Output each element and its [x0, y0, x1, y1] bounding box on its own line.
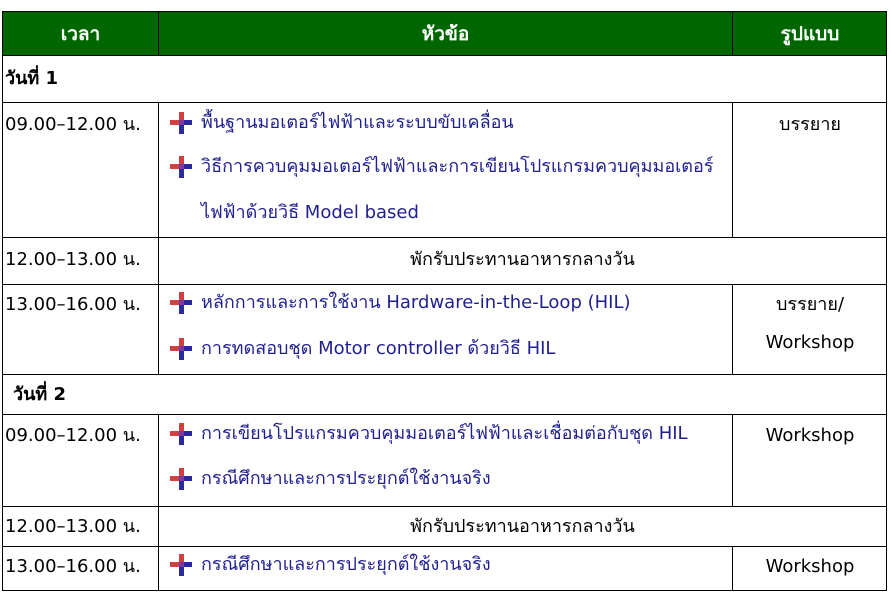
session-time: 12.00–13.00 น.	[5, 249, 141, 270]
session-format: บรรยาย/	[775, 294, 845, 315]
topic-item: การทดสอบชุด Motor controller ด้วยวิธี HIL	[170, 337, 555, 361]
topic-item: หลักการและการใช้งาน Hardware-in-the-Loop (HIL)	[170, 291, 631, 315]
topic-continuation: ไฟฟ้าด้วยวิธี Model based	[201, 202, 419, 223]
bullet-icon	[170, 156, 192, 178]
topic-item: กรณีศึกษาและการประยุกต์ใช้งานจริง	[170, 467, 491, 491]
session-format: บรรยาย	[779, 114, 841, 135]
session-format: Workshop	[765, 556, 855, 577]
session-time: 09.00–12.00 น.	[5, 114, 141, 135]
bullet-icon	[170, 338, 192, 360]
day-label: วันที่ 2	[13, 384, 67, 405]
session-format-line2: Workshop	[765, 332, 855, 353]
topic-item: การเขียนโปรแกรมควบคุมมอเตอร์ไฟฟ้าและเชื่อมต่อกับชุด HIL	[170, 422, 688, 446]
bullet-icon	[170, 112, 192, 134]
bullet-icon	[170, 292, 192, 314]
lunch-break: พักรับประทานอาหารกลางวัน	[410, 249, 635, 270]
session-format: Workshop	[765, 425, 855, 446]
bullet-icon	[170, 423, 192, 445]
header-format: รูปแบบ	[780, 22, 840, 45]
session-time: 13.00–16.00 น.	[5, 556, 141, 577]
bullet-icon	[170, 554, 192, 576]
day-label: วันที่ 1	[5, 68, 59, 89]
topic-item: วิธีการควบคุมมอเตอร์ไฟฟ้าและการเขียนโปรแกรมควบคุมมอเตอร์	[170, 155, 713, 179]
lunch-break: พักรับประทานอาหารกลางวัน	[410, 516, 635, 537]
header-topic: หัวข้อ	[421, 22, 470, 45]
session-time: 13.00–16.00 น.	[5, 294, 141, 315]
topic-item: พื้นฐานมอเตอร์ไฟฟ้าและระบบขับเคลื่อน	[170, 111, 514, 135]
session-time: 09.00–12.00 น.	[5, 425, 141, 446]
topic-item: กรณีศึกษาและการประยุกต์ใช้งานจริง	[170, 553, 491, 577]
header-time: เวลา	[60, 22, 101, 45]
bullet-icon	[170, 468, 192, 490]
session-time: 12.00–13.00 น.	[5, 516, 141, 537]
